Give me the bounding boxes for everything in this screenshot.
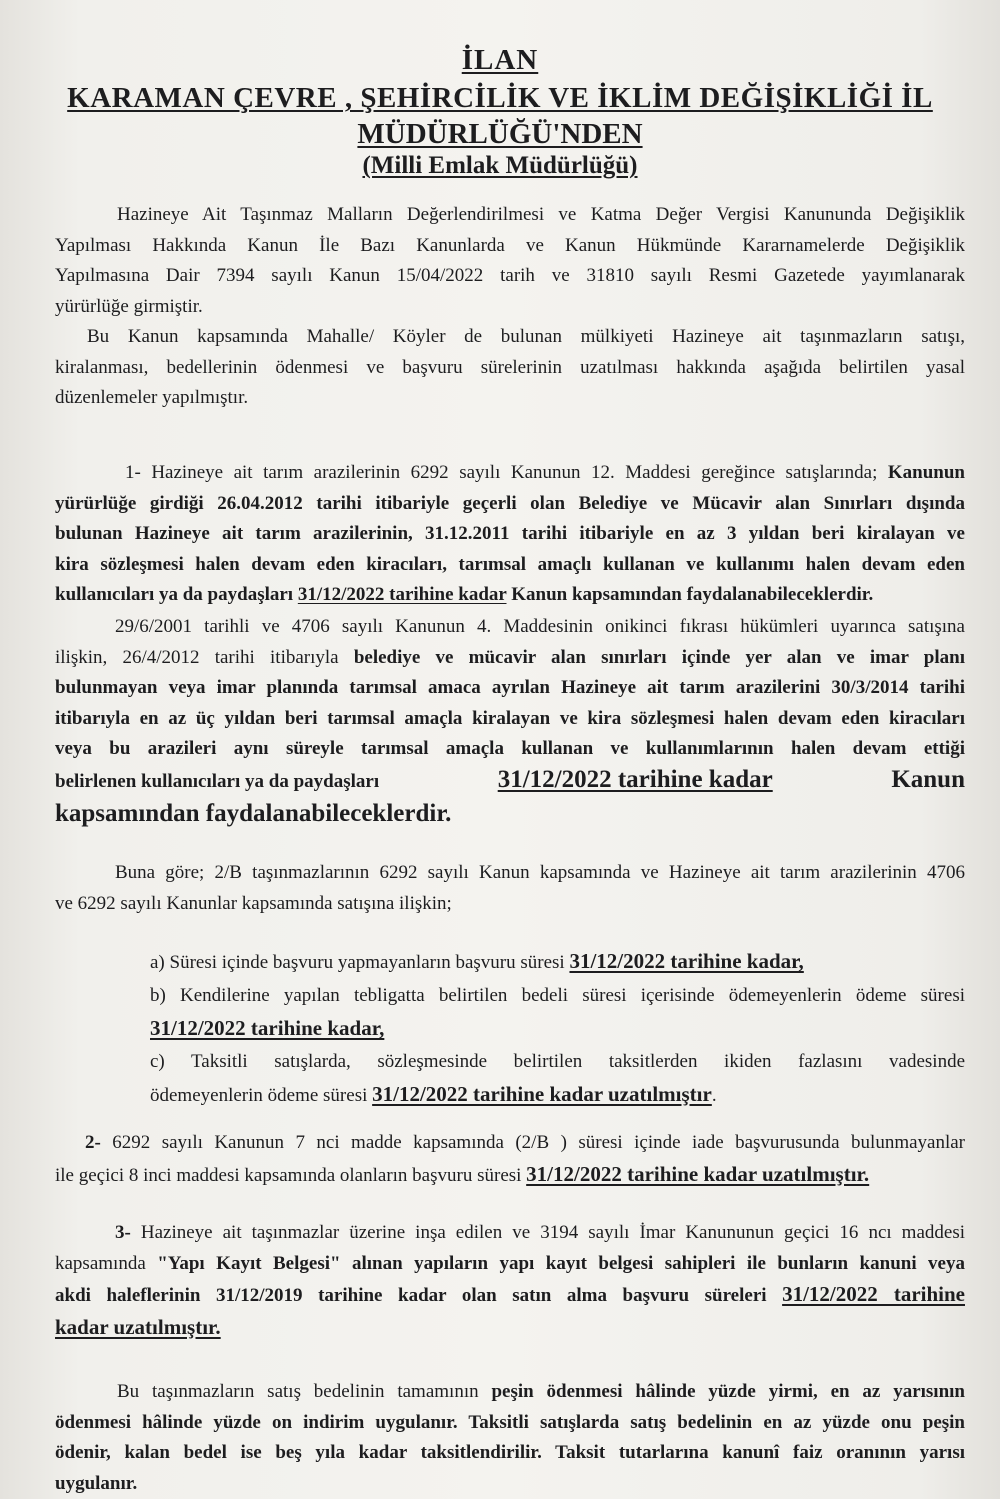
item-3-l3-a: akdi haleflerinin 31/12/2019 tarihine kadar olan satın alma başvuru süreleri — [55, 1285, 783, 1306]
item-1-l5-a: kullanıcıları ya da paydaşları — [55, 584, 298, 605]
item-1-text-a: 1- Hazineye ait tarım arazilerinin 6292 sayılı Kanunun 12. Maddesi gereğince satışlarında; — [125, 462, 878, 483]
intro-paragraph-2 — [55, 322, 965, 414]
issuer-line-1: KARAMAN ÇEVRE , ŞEHİRCİLİK VE İKLİM DEĞİŞİKLİĞİ İL — [67, 82, 933, 114]
discount-line-1 — [55, 1377, 965, 1408]
list-a-text: a) Süresi içinde başvuru yapmayanların başvuru süresi — [150, 952, 570, 973]
issuer-subtitle: (Milli Emlak Müdürlüğü) — [362, 152, 638, 179]
item-3-paragraph — [55, 1218, 965, 1342]
item-2-deadline: 31/12/2022 tarihine kadar uzatılmıştır. — [526, 1161, 870, 1186]
list-item-c: c) Taksitli satışlarda, sözleşmesinde belirtilen taksitlerden ikiden fazlasını vadesinde — [150, 1051, 965, 1072]
item-2-line-1 — [55, 1128, 965, 1159]
discount-l1-a: Bu taşınmazların satış bedelinin tamamının — [117, 1381, 492, 1402]
law-4706-line-1: 29/6/2001 tarihli ve 4706 sayılı Kanunun 4. Maddesinin onikinci fıkrası hükümleri uyarınca satışına — [115, 616, 965, 637]
intro-p1-line-3: Yapılmasına Dair 7394 sayılı Kanun 15/04/2022 tarih ve 31810 sayılı Resmi Gazetede yayımlanarak — [55, 265, 965, 286]
discount-paragraph — [55, 1377, 965, 1499]
discount-line-3: ödenir, kalan bedel ise beş yıla kadar taksitlendirilir. Taksit tutarlarına kanunî faiz oranının yarısı — [55, 1442, 965, 1463]
list-b-deadline: 31/12/2022 tarihine kadar, — [150, 1016, 385, 1040]
intro-p2-line-3: düzenlemeler yapılmıştır. — [55, 387, 249, 408]
buna-gore-paragraph — [55, 858, 965, 919]
item-1-deadline: 31/12/2022 tarihine kadar — [297, 584, 507, 605]
buna-gore-line-2: ve 6292 sayılı Kanunlar kapsamında satışına ilişkin; — [55, 892, 452, 914]
discount-l1-b: peşin ödenmesi hâlinde yüzde yirmi, en az yarısının — [491, 1381, 966, 1402]
buna-gore-line-1: Buna göre; 2/B taşınmazlarının 6292 sayılı Kanun kapsamında ve Hazineye ait tarım arazilerinin 4706 — [115, 862, 965, 883]
law-4706-line-7: kapsamından faydalanabileceklerdir. — [55, 800, 452, 827]
intro-p1-line-4: yürürlüğe girmiştir. — [55, 295, 203, 317]
law-4706-line-6 — [55, 765, 965, 798]
law-4706-deadline: 31/12/2022 tarihine kadar — [497, 765, 773, 793]
item-3-number: 3- — [115, 1222, 131, 1243]
intro-paragraph-1 — [55, 200, 965, 322]
item-3-line-4: kadar uzatılmıştır. — [55, 1314, 221, 1339]
law-4706-l2-a: ilişkin, 26/4/2012 tarihi itibarıyla — [55, 646, 354, 668]
issuer-line-2: MÜDÜRLÜĞÜ'NDEN — [357, 118, 643, 150]
law-4706-paragraph — [55, 612, 965, 830]
list-c-text: ödemeyenlerin ödeme süresi — [150, 1085, 373, 1106]
item-2-text-1: 6292 sayılı Kanunun 7 nci madde kapsamında (2/B ) süresi içinde iade başvurusunda bulunmayanlar — [100, 1132, 965, 1153]
intro-p2-line-2: kiralanması, bedellerinin ödenmesi ve başvuru sürelerinin uzatılması hakkında aşağıda belirtilen yasal — [55, 356, 965, 378]
list-c-deadline: 31/12/2022 tarihine kadar uzatılmıştır — [372, 1082, 712, 1106]
law-4706-l2-b: belediye ve mücavir alan sınırları içinde yer alan ve imar planı — [353, 646, 965, 668]
list-a-deadline: 31/12/2022 tarihine kadar, — [569, 949, 804, 973]
item-3-text-1: Hazineye ait taşınmazlar üzerine inşa edilen ve 3194 sayılı İmar Kanununun geçici 16 ncı maddesi — [130, 1222, 965, 1243]
deadline-list — [150, 945, 965, 1112]
item-2-text-2: ile geçici 8 inci maddesi kapsamında olanların başvuru süresi — [55, 1164, 527, 1186]
item-1-paragraph — [55, 458, 965, 611]
law-4706-l6-b: Kanun — [891, 765, 965, 793]
notice-title: İLAN — [461, 44, 539, 76]
law-4706-line-2 — [55, 643, 965, 674]
law-4706-line-4: itibarıyla en az üç yıldan beri tarımsal amaçla kiralayan ve kira sözleşmesi halen devam eden kiracıları — [55, 707, 965, 729]
item-1-line-4: kira sözleşmesi halen devam eden kiracıları, tarımsal amaçlı kullanan ve kullanımı halen devam eden — [55, 553, 965, 575]
law-4706-line-5: veya bu arazileri aynı süreyle tarımsal amaçla kullanan ve kullanımlarının halen devam ettiği — [55, 738, 965, 759]
item-1-line-3: bulunan Hazineye ait tarım arazilerinin, 31.12.2011 tarihi itibariyle en az 3 yıldan beri kiralayan ve — [55, 523, 965, 544]
list-item-c-2 — [150, 1078, 965, 1112]
item-3-line-2 — [55, 1249, 965, 1280]
discount-line-2: ödenmesi hâlinde yüzde on indirim uygulanır. Taksitli satışlarda satış bedelinin en az yüzde onu peşin — [55, 1411, 965, 1433]
item-1-l5-b: Kanun kapsamından faydalanabileceklerdir. — [506, 584, 874, 605]
list-item-a — [150, 945, 965, 979]
item-3-line-3 — [55, 1279, 965, 1312]
item-2-line-2 — [55, 1159, 965, 1192]
law-4706-l6-a: belirlenen kullanıcıları ya da paydaşları — [55, 770, 380, 792]
item-3-l2-a: kapsamında — [55, 1252, 158, 1274]
item-3-line-1 — [55, 1218, 965, 1249]
law-4706-line-3: bulunmayan veya imar planında tarımsal amaca ayrılan Hazineye ait tarım arazilerini 30/3/2014 tarihi — [55, 677, 965, 698]
item-1-text-b: Kanunun — [877, 462, 965, 483]
intro-p1-line-1: Hazineye Ait Taşınmaz Malların Değerlendirilmesi ve Katma Değer Vergisi Kanununda Değişiklik — [117, 204, 965, 225]
item-2-paragraph — [55, 1128, 965, 1191]
item-3-deadline: 31/12/2022 tarihine — [782, 1282, 965, 1306]
item-3-l2-b: "Yapı Kayıt Belgesi" alınan yapıların yapı kayıt belgesi sahipleri ile bunların kanuni veya — [157, 1252, 965, 1274]
item-1-line-2: yürürlüğe girdiği 26.04.2012 tarihi itibariyle geçerli olan Belediye ve Mücavir alan Sınırları dışında — [55, 492, 965, 514]
list-c-end: . — [711, 1085, 717, 1106]
intro-p1-line-2: Yapılması Hakkında Kanun İle Bazı Kanunlarda ve Kanun Hükmünde Kararnamelerde Değişiklik — [55, 234, 965, 256]
item-2-number: 2- — [85, 1132, 101, 1153]
list-item-b: b) Kendilerine yapılan tebligatta belirtilen bedeli süresi içerisinde ödemeyenlerin ödeme süresi — [150, 985, 965, 1006]
discount-line-4: uygulanır. — [55, 1472, 138, 1494]
intro-p2-line-1: Bu Kanun kapsamında Mahalle/ Köyler de bulunan mülkiyeti Hazineye ait taşınmazların satışı, — [87, 326, 965, 347]
item-1-line-1 — [55, 458, 965, 489]
item-1-line-5 — [55, 580, 965, 611]
